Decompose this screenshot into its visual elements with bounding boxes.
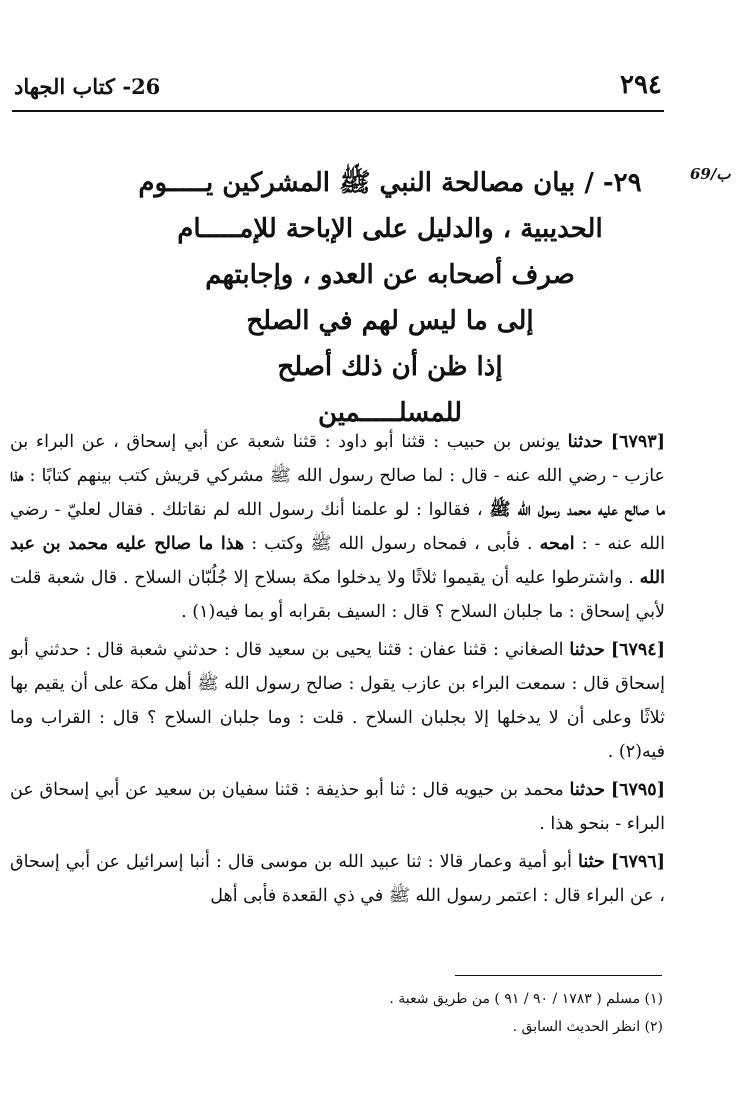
footnote: (٢) انظر الحديث السابق . (512, 1019, 663, 1035)
hadith-emphasis: هذا ما صالح عليه محمد رسول الله ﷺ (10, 466, 665, 520)
chapter-heading (110, 160, 670, 436)
footnote: (١) مسلم ( ١٧٨٣ / ٩٠ / ٩١ ) من طريق شعبة . (389, 991, 663, 1007)
hadith-text: محمد بن حيويه قال : ثنا أبو حذيفة : قثنا سفيان بن سعيد عن أبي إسحاق عن البراء - بنحو هذا . (10, 780, 665, 834)
chapter-heading-line: إلى ما ليس لهم في الصلح (246, 306, 534, 336)
hadith-lead-word: حدثنا (567, 432, 604, 452)
hadith-text: أبو أمية وعمار قالا : ثنا عبيد الله بن موسى قال : أنبا إسرائيل عن أبي إسحاق ، عن البراء قال : اعتمر رسول الله ﷺ في ذي القعدة فأبى أهل (10, 852, 665, 906)
footnote-divider (455, 975, 662, 976)
chapter-heading-line: إذا ظن أن ذلك أصلح (277, 352, 503, 382)
hadith-number: [٦٧٩٣] (610, 432, 665, 452)
hadith-paragraph (10, 845, 665, 913)
hadith-number: [٦٧٩٥] (610, 780, 665, 800)
margin-folio-note: 69/ب (690, 165, 731, 183)
hadith-text: الصغاني : قثنا عفان : قثنا يحيى بن سعيد قال : حدثني شعبة قال : حدثني أبو إسحاق قال : سمعت البراء بن عازب يقول : صالح رسول الله ﷺ أهل مكة على أن يقيم بها ثلاثًا وعلى أن لا يدخلها إلا بجلبان السلاح . قلت : وما جلبان السلاح ؟ قال : القراب وما فيه(٢) . (10, 640, 665, 762)
hadith-text: ، فقالوا : لو علمنا أنك رسول الله لم نقاتلك . فقال لعليّ - رضي الله عنه - : (10, 500, 665, 554)
hadith-paragraph (10, 773, 665, 841)
hadith-text: يونس بن حبيب : قثنا أبو داود : قثنا شعبة عن أبي إسحاق ، عن البراء بن عازب - رضي الله عنه - قال : لما صالح رسول الله ﷺ مشركي قريش كتب بينهم كتابًا : (10, 432, 665, 486)
body-text (10, 425, 665, 913)
chapter-heading-line: صرف أصحابه عن العدو ، وإجابتهم (205, 260, 575, 290)
hadith-number: [٦٧٩٤] (610, 640, 665, 660)
hadith-lead-word: حدثنا (569, 780, 606, 800)
hadith-emphasis: امحه (539, 534, 575, 554)
hadith-lead-word: حثنا (578, 852, 605, 872)
book-title: 26- كتاب الجهاد (14, 74, 161, 99)
header-divider (12, 110, 664, 112)
chapter-heading-line: الحديبية ، والدليل على الإباحة للإمـــــام (177, 214, 603, 244)
chapter-heading-line: للمسلـــــمين (317, 398, 463, 428)
footnotes (300, 985, 663, 1041)
hadith-paragraph (10, 425, 665, 629)
hadith-number: [٦٧٩٦] (610, 852, 665, 872)
chapter-heading-line: ٢٩- / بيان مصالحة النبي ﷺ المشركين يـــــوم (138, 168, 642, 198)
hadith-text: . واشترطوا عليه أن يقيموا ثلاثًا ولا يدخلوا مكة بسلاح إلا جُلُبّان السلاح . قال شعبة قلت لأبي إسحاق : ما جلبان السلاح ؟ قال : السيف بقرابه أو بما فيه(١) . (10, 568, 665, 622)
hadith-lead-word: حدثنا (569, 640, 605, 660)
hadith-emphasis: هذا ما صالح عليه محمد بن عبد الله (10, 534, 665, 588)
hadith-paragraph (10, 633, 665, 769)
page-number: ٢٩٤ (620, 70, 662, 100)
hadith-text: . فأبى ، فمحاه رسول الله ﷺ وكتب : (244, 534, 533, 554)
